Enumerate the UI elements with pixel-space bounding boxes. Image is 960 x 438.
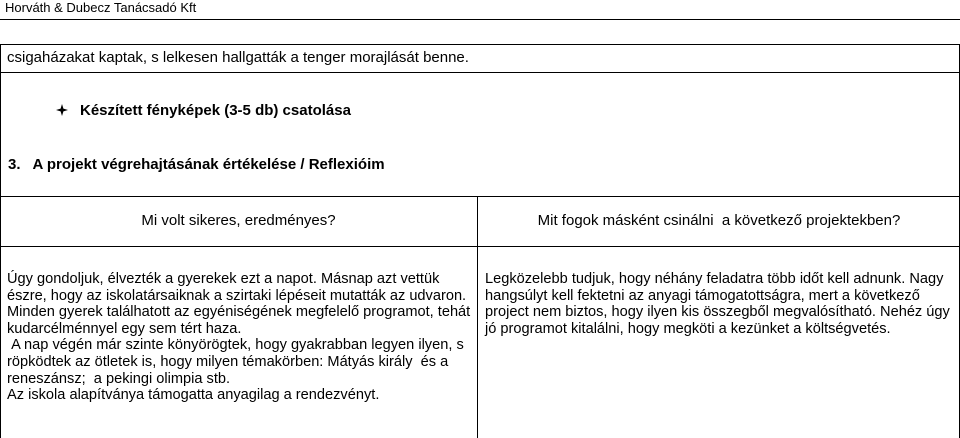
section-title: 3. A projekt végrehajtásának értékelése / Reflexióim (8, 156, 385, 173)
header-row-bottom-border (0, 246, 960, 247)
header-divider (0, 19, 960, 20)
col-left-header: Mi volt sikeres, eredményes? (141, 212, 336, 229)
table-top-border (0, 44, 960, 45)
right-paragraph: Legközelebb tudjuk, hogy néhány feladatra több időt kell adnunk. Nagy hangsúlyt kell fektetni az anyagi támogatottságra, mert a következő project nem biztos, hogy ilyen kis összegből megvalósítható. Nehéz úgy jó programot kitalálni, hogy megköti a kezünket a költségvetés. (485, 271, 950, 337)
column-divider (477, 196, 478, 438)
bullet-photos-text: Készített fényképek (3-5 db) csatolása (80, 102, 351, 119)
diamond-bullet-icon (56, 104, 68, 116)
header-company-name: Horváth & Dubecz Tanácsadó Kft (5, 0, 197, 15)
table-left-border (0, 44, 1, 438)
table-row-divider (0, 72, 960, 73)
intro-line: csigaházakat kaptak, s lelkesen hallgatták a tenger morajlását benne. (7, 49, 469, 66)
header-row-top-border (0, 196, 960, 197)
right-column-content (485, 271, 953, 337)
left-paragraph: Az iskola alapítványa támogatta anyagilag a rendezvényt. (7, 387, 380, 404)
left-paragraph: A nap végén már szinte könyörögtek, hogy gyakrabban legyen ilyen, s röpködtek az ötletek is, hogy milyen témakörben: Mátyás király és a reneszánsz; a pekingi olimpia stb. (7, 337, 468, 387)
left-paragraph: Minden gyerek találhatott az egyéniségének megfelelő programot, tehát kudarcélménnyel egy sem tért haza. (7, 304, 471, 337)
col-right-header: Mit fogok másként csinálni a következő projektekben? (537, 212, 901, 229)
left-column-content (7, 271, 473, 404)
left-paragraph: Úgy gondoljuk, élvezték a gyerekek ezt a napot. Másnap azt vettük észre, hogy az iskolatársaiknak a szirtaki lépéseit mutatták az udvaron. (7, 271, 467, 304)
